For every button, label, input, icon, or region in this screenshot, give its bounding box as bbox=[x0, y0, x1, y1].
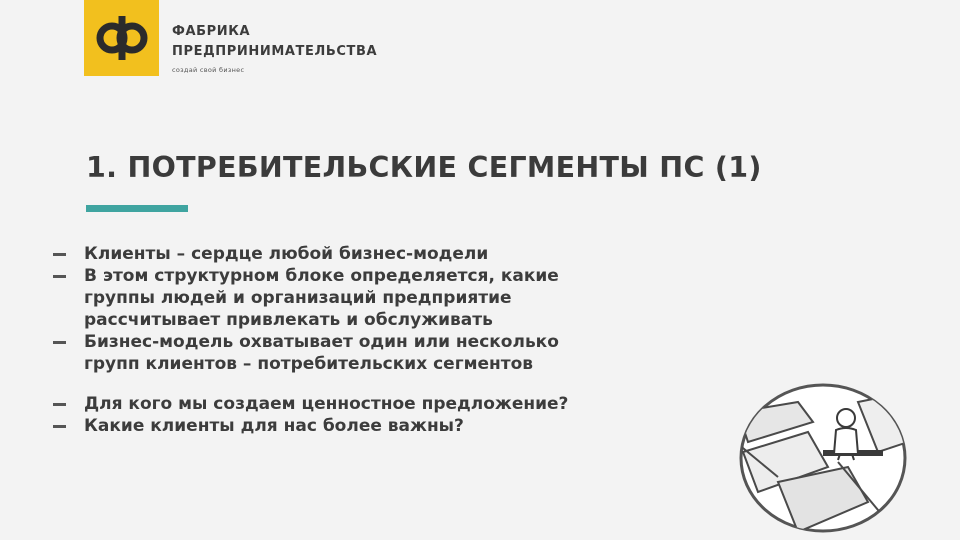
bullet-item bbox=[0, 243, 568, 265]
slide-title: 1. ПОТРЕБИТЕЛЬСКИЕ СЕГМЕНТЫ ПС (1) bbox=[86, 151, 762, 184]
logo-tagline: создай свой бизнес bbox=[172, 66, 245, 74]
bullet-item bbox=[0, 265, 568, 331]
bullet-dash bbox=[53, 253, 66, 256]
bullet-text: рассчитывает привлекать и обслуживать bbox=[84, 310, 493, 330]
title-accent-bar bbox=[86, 205, 188, 212]
bullet-item bbox=[0, 393, 568, 415]
bullet-list bbox=[0, 243, 568, 437]
bullet-dash bbox=[53, 403, 66, 406]
logo-line-2: ПРЕДПРИНИМАТЕЛЬСТВА bbox=[172, 44, 378, 59]
bullet-dash bbox=[53, 275, 66, 278]
bullet-item bbox=[0, 331, 568, 375]
illustration bbox=[738, 382, 908, 534]
bullet-text: Для кого мы создаем ценностное предложение? bbox=[84, 394, 569, 414]
person-on-path-sketch-icon bbox=[738, 382, 908, 534]
logo-wordmark bbox=[172, 22, 377, 74]
bullet-dash bbox=[53, 341, 66, 344]
bullet-item bbox=[0, 415, 568, 437]
bullet-text: Бизнес-модель охватывает один или несколько bbox=[84, 332, 559, 352]
logo-mark bbox=[84, 0, 159, 76]
bullet-dash bbox=[53, 425, 66, 428]
bullet-text: группы людей и организаций предприятие bbox=[84, 288, 512, 308]
bullet-text: В этом структурном блоке определяется, какие bbox=[84, 266, 559, 286]
logo-f-icon bbox=[92, 8, 152, 68]
logo-line-1: ФАБРИКА bbox=[172, 24, 251, 39]
bullet-text: Клиенты – сердце любой бизнес-модели bbox=[84, 244, 489, 264]
bullet-text: групп клиентов – потребительских сегментов bbox=[84, 354, 534, 374]
bullet-text: Какие клиенты для нас более важны? bbox=[84, 416, 464, 436]
